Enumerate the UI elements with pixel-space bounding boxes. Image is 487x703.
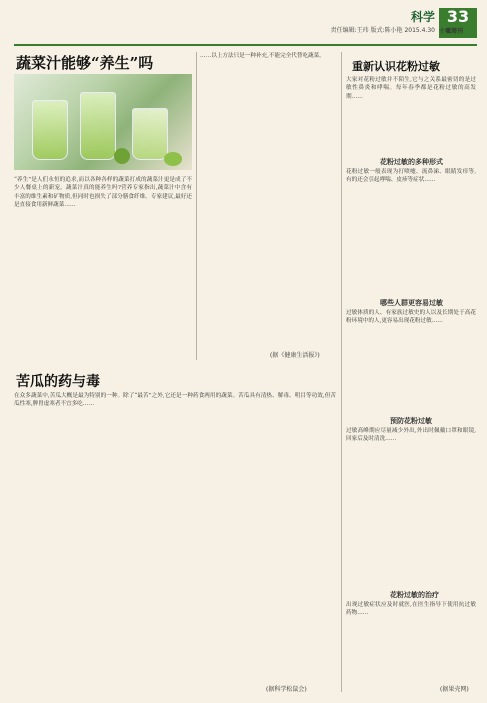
article-subheading: 花粉过敏的治疗	[390, 590, 439, 599]
article-body: 过敏体质的人、有家族过敏史的人以及长期处于高花粉环境中的人,更容易出现花粉过敏……	[346, 310, 476, 325]
column-divider	[196, 52, 197, 360]
article-body-continued: ……以上方法只是一种补充,不能完全代替吃蔬菜。	[200, 53, 325, 59]
page-number: 33	[446, 7, 470, 26]
edition-name: 十堰周刊	[439, 28, 464, 35]
article-title: 苦瓜的药与毒	[16, 374, 100, 390]
vegetable-juice-photo	[14, 74, 192, 170]
article-title: 蔬菜汁能够“养生”吗	[16, 54, 154, 72]
section-title: 科学	[410, 10, 435, 24]
page-header	[0, 0, 487, 44]
article-subheading: 预防花粉过敏	[390, 416, 432, 425]
article-body: “养生”是人们永恒的追求,而以各种各样的蔬菜打成的蔬菜汁更是成了不少人餐桌上的新宠。蔬菜汁真的能养生吗?营养专家指出,蔬菜汁中含有丰富的维生素和矿物质,但同时也损失了部分膳食纤维。专家建议,最好还是直接食用新鲜蔬菜……	[14, 177, 192, 209]
cucumber-icon	[164, 152, 182, 166]
article-body: 花粉过敏一般表现为打喷嚏、流鼻涕、眼睛发痒等,有的还会引起哮喘、皮疹等症状……	[346, 169, 476, 184]
article-body: 过敏高峰期应尽量减少外出,外出时佩戴口罩和眼镜,回家后及时清洗……	[346, 428, 476, 443]
article-subheading: 花粉过敏的多种形式	[380, 157, 443, 166]
article-title: 重新认识花粉过敏	[352, 60, 440, 73]
juice-glass-icon	[80, 92, 116, 160]
column-divider	[341, 52, 342, 692]
article-body: 在众多蔬菜中,苦瓜大概是最为特别的一种。除了“最苦”之外,它还是一种药食两用的蔬菜。苦瓜具有清热、解毒、明目等功效,但苦瓜性寒,脾胃虚寒者不宜多吃……	[14, 393, 336, 408]
lime-icon	[114, 148, 130, 164]
article-subheading: 哪些人群更容易过敏	[380, 298, 443, 307]
editor-meta: 责任编辑:王玮 版式:陈小艳 2015.4.30	[330, 27, 435, 34]
juice-glass-icon	[132, 108, 168, 160]
article-credit: (据科学松鼠会)	[266, 686, 307, 693]
article-body: 大家对花粉过敏并不陌生,它与之关系最密切的是过敏性鼻炎和哮喘。每年春季都是花粉过敏的高发期……	[346, 77, 476, 100]
juice-glass-icon	[32, 100, 68, 160]
article-credit: (据《健康生活报》)	[270, 352, 320, 359]
article-body: 出现过敏症状应及时就医,在医生指导下使用抗过敏药物……	[346, 602, 476, 617]
article-credit: (据果壳网)	[440, 686, 469, 693]
page-number-badge	[439, 8, 477, 38]
header-rule	[14, 44, 477, 46]
